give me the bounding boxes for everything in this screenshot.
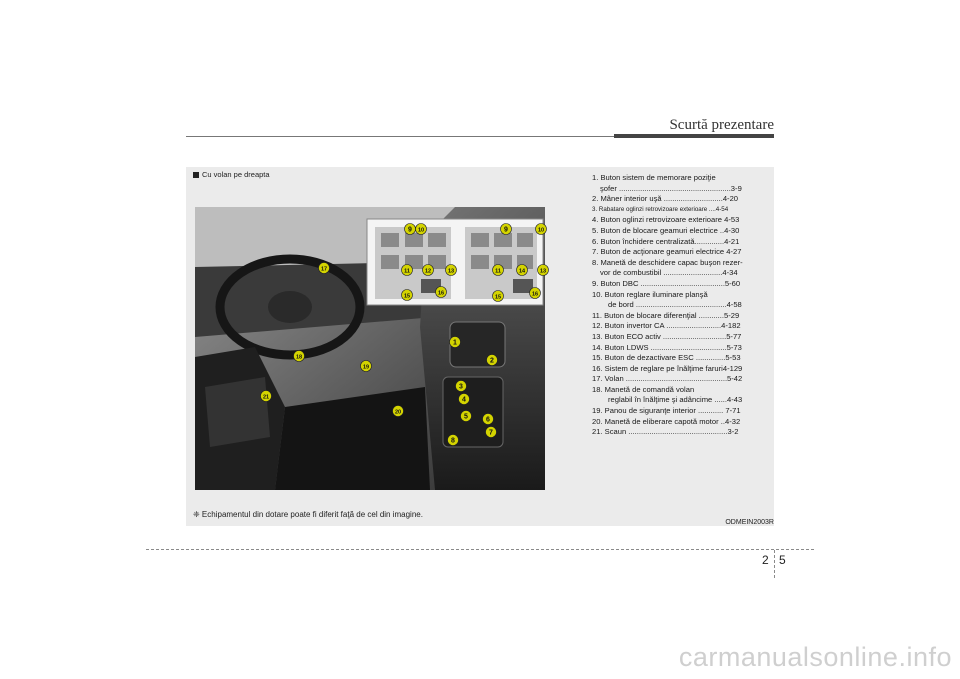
svg-text:13: 13 [447, 268, 455, 275]
svg-text:2: 2 [490, 357, 494, 365]
list-item: 1. Buton sistem de memorare poziţie [592, 173, 716, 182]
svg-text:6: 6 [486, 416, 490, 424]
callout-4 [459, 394, 470, 405]
page-number: 5 [779, 553, 786, 567]
figure-code: ODMEIN2003R [725, 519, 774, 526]
svg-text:16: 16 [437, 290, 445, 297]
list-item: 19. Panou de siguranţe interior ............ 7-71 [592, 406, 741, 416]
callout-6 [483, 414, 494, 425]
list-item: 21. Scaun ...............................................3-2 [592, 427, 739, 437]
svg-text:14: 14 [518, 268, 526, 275]
svg-text:15: 15 [403, 293, 411, 300]
callout-18 [294, 351, 305, 362]
footnote: ❈ Echipamentul din dotare poate fi diferit faţă de cel din imagine. [193, 510, 423, 519]
callout-12 [423, 265, 434, 276]
list-item: 13. Buton ECO activ ..............................5-77 [592, 331, 742, 341]
callout-3 [456, 381, 467, 392]
svg-text:5: 5 [464, 413, 468, 421]
callout-15b [493, 291, 504, 302]
callout-11b [493, 265, 504, 276]
svg-text:19: 19 [362, 364, 370, 371]
callout-11a [402, 265, 413, 276]
list-item: 18. Manetă de comandă volan [592, 384, 695, 394]
callout-5 [461, 411, 472, 422]
watermark: carmanualsonline.info [678, 642, 952, 672]
list-item: 3. Rabatare oglinzi retrovizoare exterioare ....4-54 [592, 205, 729, 213]
callout-21 [261, 391, 272, 402]
svg-text:18: 18 [295, 354, 303, 361]
list-item: 9. Buton DBC ........................................5-60 [592, 278, 741, 288]
callout-13b [538, 265, 549, 276]
figure-label-text: Cu volan pe dreapta [202, 170, 270, 179]
callout-19 [361, 361, 372, 372]
list-item: şofer .....................................................3-9 [600, 183, 742, 193]
page-separator [774, 550, 776, 578]
bottom-rule [146, 549, 814, 550]
list-item: 6. Buton închidere centralizată..............4-21 [592, 236, 740, 246]
list-item: 20. Manetă de eliberare capotă motor ..4-32 [592, 416, 741, 426]
svg-text:8: 8 [451, 437, 455, 445]
svg-text:12: 12 [424, 268, 432, 275]
callout-2 [487, 355, 498, 366]
callout-10a [416, 224, 427, 235]
svg-text:7: 7 [489, 429, 493, 437]
callout-16a [436, 287, 447, 298]
callout-16b [530, 288, 541, 299]
chapter-number: 2 [762, 553, 769, 567]
svg-text:13: 13 [539, 268, 547, 275]
svg-text:9: 9 [504, 226, 508, 234]
svg-text:3: 3 [459, 383, 463, 391]
list-item: reglabil în înălţime şi adâncime ......4-43 [608, 395, 743, 405]
svg-text:16: 16 [531, 291, 539, 298]
list-item: de bord ...........................................4-58 [608, 300, 742, 310]
callout-8 [448, 435, 459, 446]
svg-text:11: 11 [404, 268, 410, 275]
svg-text:9: 9 [408, 226, 412, 234]
list-item: 12. Buton invertor CA ..........................4-182 [592, 321, 741, 331]
list-item: 16. Sistem de reglare pe înălţime faruri4-129 [592, 363, 743, 373]
callout-7 [486, 427, 497, 438]
section-title: Scurtă prezentare [669, 117, 774, 133]
list-item: 17. Volan ................................................5-42 [592, 374, 743, 384]
list-item: 15. Buton de dezactivare ESC ..............5-53 [592, 353, 741, 363]
list-item: 2. Mâner interior uşă ............................4-20 [592, 194, 739, 204]
list-item: 7. Buton de acţionare geamuri electrice 4-27 [592, 247, 742, 257]
list-item: 11. Buton de blocare diferenţial ............5-29 [592, 310, 740, 320]
callout-9a [405, 224, 416, 235]
svg-text:10: 10 [537, 227, 545, 234]
callout-9b [501, 224, 512, 235]
svg-text:17: 17 [320, 266, 328, 273]
svg-text:4: 4 [462, 396, 466, 404]
list-item: vor de combustibil ............................4-34 [600, 268, 738, 278]
list-item: 10. Buton reglare iluminare planşă [592, 289, 708, 299]
svg-text:20: 20 [394, 409, 402, 416]
svg-text:21: 21 [262, 394, 270, 401]
callout-17 [319, 263, 330, 274]
svg-text:10: 10 [417, 227, 425, 234]
callout-13a [446, 265, 457, 276]
callout-10b [536, 224, 547, 235]
component-list [592, 173, 770, 438]
list-item: 5. Buton de blocare geamuri electrice ..4-30 [592, 225, 740, 235]
svg-text:11: 11 [495, 268, 501, 275]
svg-text:15: 15 [494, 294, 502, 301]
callout-14 [517, 265, 528, 276]
list-item: 14. Buton LDWS ....................................5-73 [592, 342, 742, 352]
callout-1 [450, 337, 461, 348]
list-item: 4. Buton oglinzi retrovizoare exterioare 4-53 [592, 215, 740, 225]
svg-text:1: 1 [453, 339, 457, 347]
list-item: 8. Manetă de deschidere capac buşon rezer- [592, 257, 743, 267]
callout-15a [402, 290, 413, 301]
callout-20 [393, 406, 404, 417]
